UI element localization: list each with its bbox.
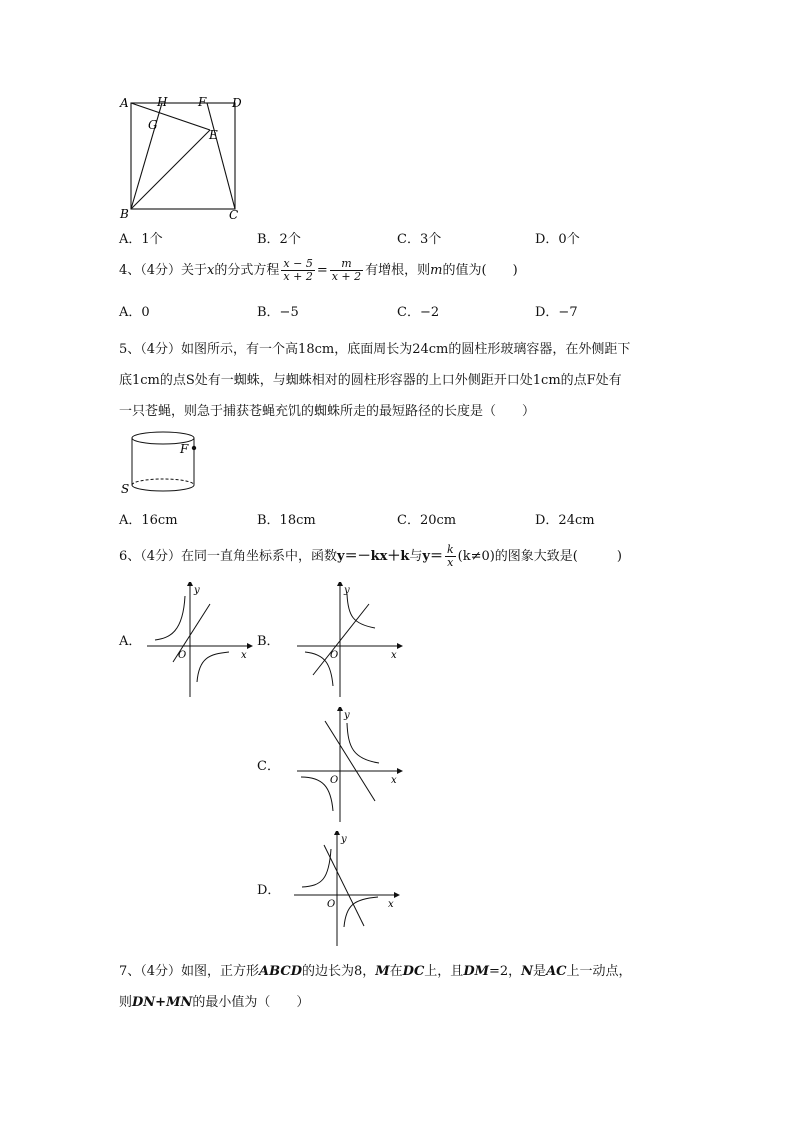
q4-option-a[interactable]: A．0 (119, 305, 150, 320)
axis-y-label: y (341, 834, 347, 845)
q3-option-c[interactable]: C．3个 (397, 232, 442, 247)
axis-y-label: y (344, 710, 350, 721)
graph-d[interactable] (292, 831, 404, 949)
label-D: D (232, 96, 242, 110)
graph-a[interactable] (145, 582, 257, 700)
q5-option-d[interactable]: D．24cm (535, 513, 595, 528)
origin-label: O (327, 899, 336, 910)
square-figure (112, 92, 252, 224)
axis-x-label: x (391, 775, 397, 786)
q6-option-c-label[interactable]: C． (257, 759, 280, 774)
axis-x-label: x (241, 650, 247, 661)
q3-option-b[interactable]: B．2个 (257, 232, 301, 247)
q4-option-d[interactable]: D．−7 (535, 305, 578, 320)
cylinder-figure (118, 426, 204, 498)
question-4: 4、（4分）关于x的分式方程 $\frac{x - 5}{x + 2}$ = $\frac{m}{x + 2}$ 有增根，则m的值为( ) (119, 257, 518, 283)
label-B: B (120, 207, 129, 221)
q6-option-d-label[interactable]: D． (257, 883, 281, 898)
label-S-cyl: S (121, 482, 130, 496)
question-7-line-2: 则DN+MN的最小值为（ ） (119, 995, 310, 1010)
question-5: 5、（4分）如图所示，有一个高18cm，底面周长为24cm的圆柱形玻璃容器，在外侧距下 底1cm的点S处有一蜘蛛，与蜘蛛相对的圆柱形容器的上口外侧距开口处1cm的点F处有 一只苍蝇，则急于捕获苍蝇充饥的蜘蛛所走的最短路径的长度是（ ） (119, 342, 631, 419)
question-7-line-1: 7、（4分）如图，正方形ABCD的边长为8，M在DC上，且DM=2，N是AC上一动点， (119, 964, 632, 979)
graph-c[interactable] (295, 707, 407, 825)
axis-x-label: x (391, 650, 397, 661)
q5-option-a[interactable]: A．16cm (119, 513, 178, 528)
label-G: G (148, 118, 158, 132)
origin-label: O (178, 650, 187, 661)
q6-option-b-label[interactable]: B． (257, 634, 280, 649)
q4-option-b[interactable]: B．−5 (257, 305, 299, 320)
label-E: E (209, 128, 218, 142)
axis-y-label: y (194, 585, 200, 596)
origin-label: O (330, 775, 339, 786)
q5-option-b[interactable]: B．18cm (257, 513, 316, 528)
origin-label: O (330, 650, 339, 661)
axis-x-label: x (388, 899, 394, 910)
label-A: A (120, 96, 129, 110)
graph-b[interactable] (295, 582, 407, 700)
label-F-cyl: F (180, 442, 189, 456)
q3-option-d[interactable]: D．0个 (535, 232, 580, 247)
question-7 (119, 956, 632, 1018)
q4-option-c[interactable]: C．−2 (397, 305, 440, 320)
axis-y-label: y (344, 585, 350, 596)
label-H: H (157, 95, 168, 109)
q3-option-a[interactable]: A．1个 (119, 232, 163, 247)
label-F: F (198, 95, 207, 109)
q6-option-a-label[interactable]: A． (119, 634, 142, 649)
q5-option-c[interactable]: C．20cm (397, 513, 457, 528)
label-C: C (229, 208, 239, 222)
question-6: 6、（4分）在同一直角坐标系中，函数y＝－kx＋k与y＝ $\frac{k}{x}$ (k≠0)的图象大致是( ) (119, 543, 622, 569)
